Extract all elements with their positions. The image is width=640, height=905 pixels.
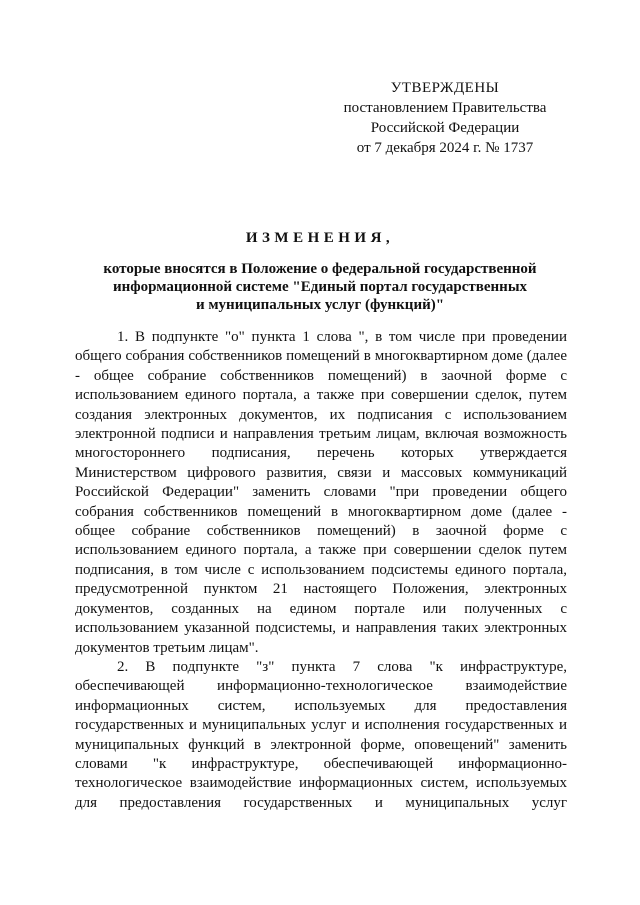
approval-line-1: постановлением Правительства bbox=[343, 100, 547, 116]
subtitle-line-3: и муниципальных услуг (функций)" bbox=[195, 297, 445, 313]
approval-line-2: Российской Федерации bbox=[370, 120, 520, 136]
approval-stamp-title: УТВЕРЖДЕНЫ bbox=[390, 80, 500, 96]
subtitle-line-1: которые вносятся в Положение о федеральной государственной bbox=[103, 261, 537, 277]
subtitle-line-2: информационной системе "Единый портал государственных bbox=[112, 279, 528, 295]
document-subtitle bbox=[70, 260, 570, 314]
paragraph-1: 1. В подпункте "о" пункта 1 слова ", в том числе при проведении общего собрания собственников помещений в многоквартирном доме (далее - общее собрание собственников помещений) в заочной форме с использованием единого портала, а также при совершении сделок, путем создания электронных документов, их подписания с использованием электронной подписи и направления третьим лицам, включая возможность многостороннего подписания, перечень которых утверждается Министерством цифрового развития, связи и массовых коммуникаций Российской Федерации" заменить словами "при проведении общего собрания собственников помещений в многоквартирном доме (далее - общее собрание собственников помещений) в заочной форме с использованием единого портала, а также при совершении сделок путем подписания, в том числе с использованием подсистемы единого портала, предусмотренной пунктом 21 настоящего Положения, электронных документов, созданных на едином портале или полученных с использованием указанной подсистемы, и направления таких электронных документов третьим лицам". bbox=[75, 329, 567, 656]
approval-block bbox=[330, 78, 560, 158]
paragraph-2: 2. В подпункте "з" пункта 7 слова "к инфраструктуре, обеспечивающей информационно-технологическое взаимодействие информационных систем, используемых для предоставления государственных и муниципальных услуг и исполнения государственных и муниципальных функций в электронной форме, оповещений" заменить словами "к инфраструктуре, обеспечивающей информационно-технологическое взаимодействие информационных систем, используемых для предоставления государственных и муниципальных услуг bbox=[75, 658, 567, 811]
approval-line-3: от 7 декабря 2024 г. № 1737 bbox=[356, 140, 534, 156]
document-body bbox=[75, 328, 567, 813]
document-heading bbox=[70, 228, 570, 314]
document-title: ИЗМЕНЕНИЯ, bbox=[245, 230, 395, 246]
